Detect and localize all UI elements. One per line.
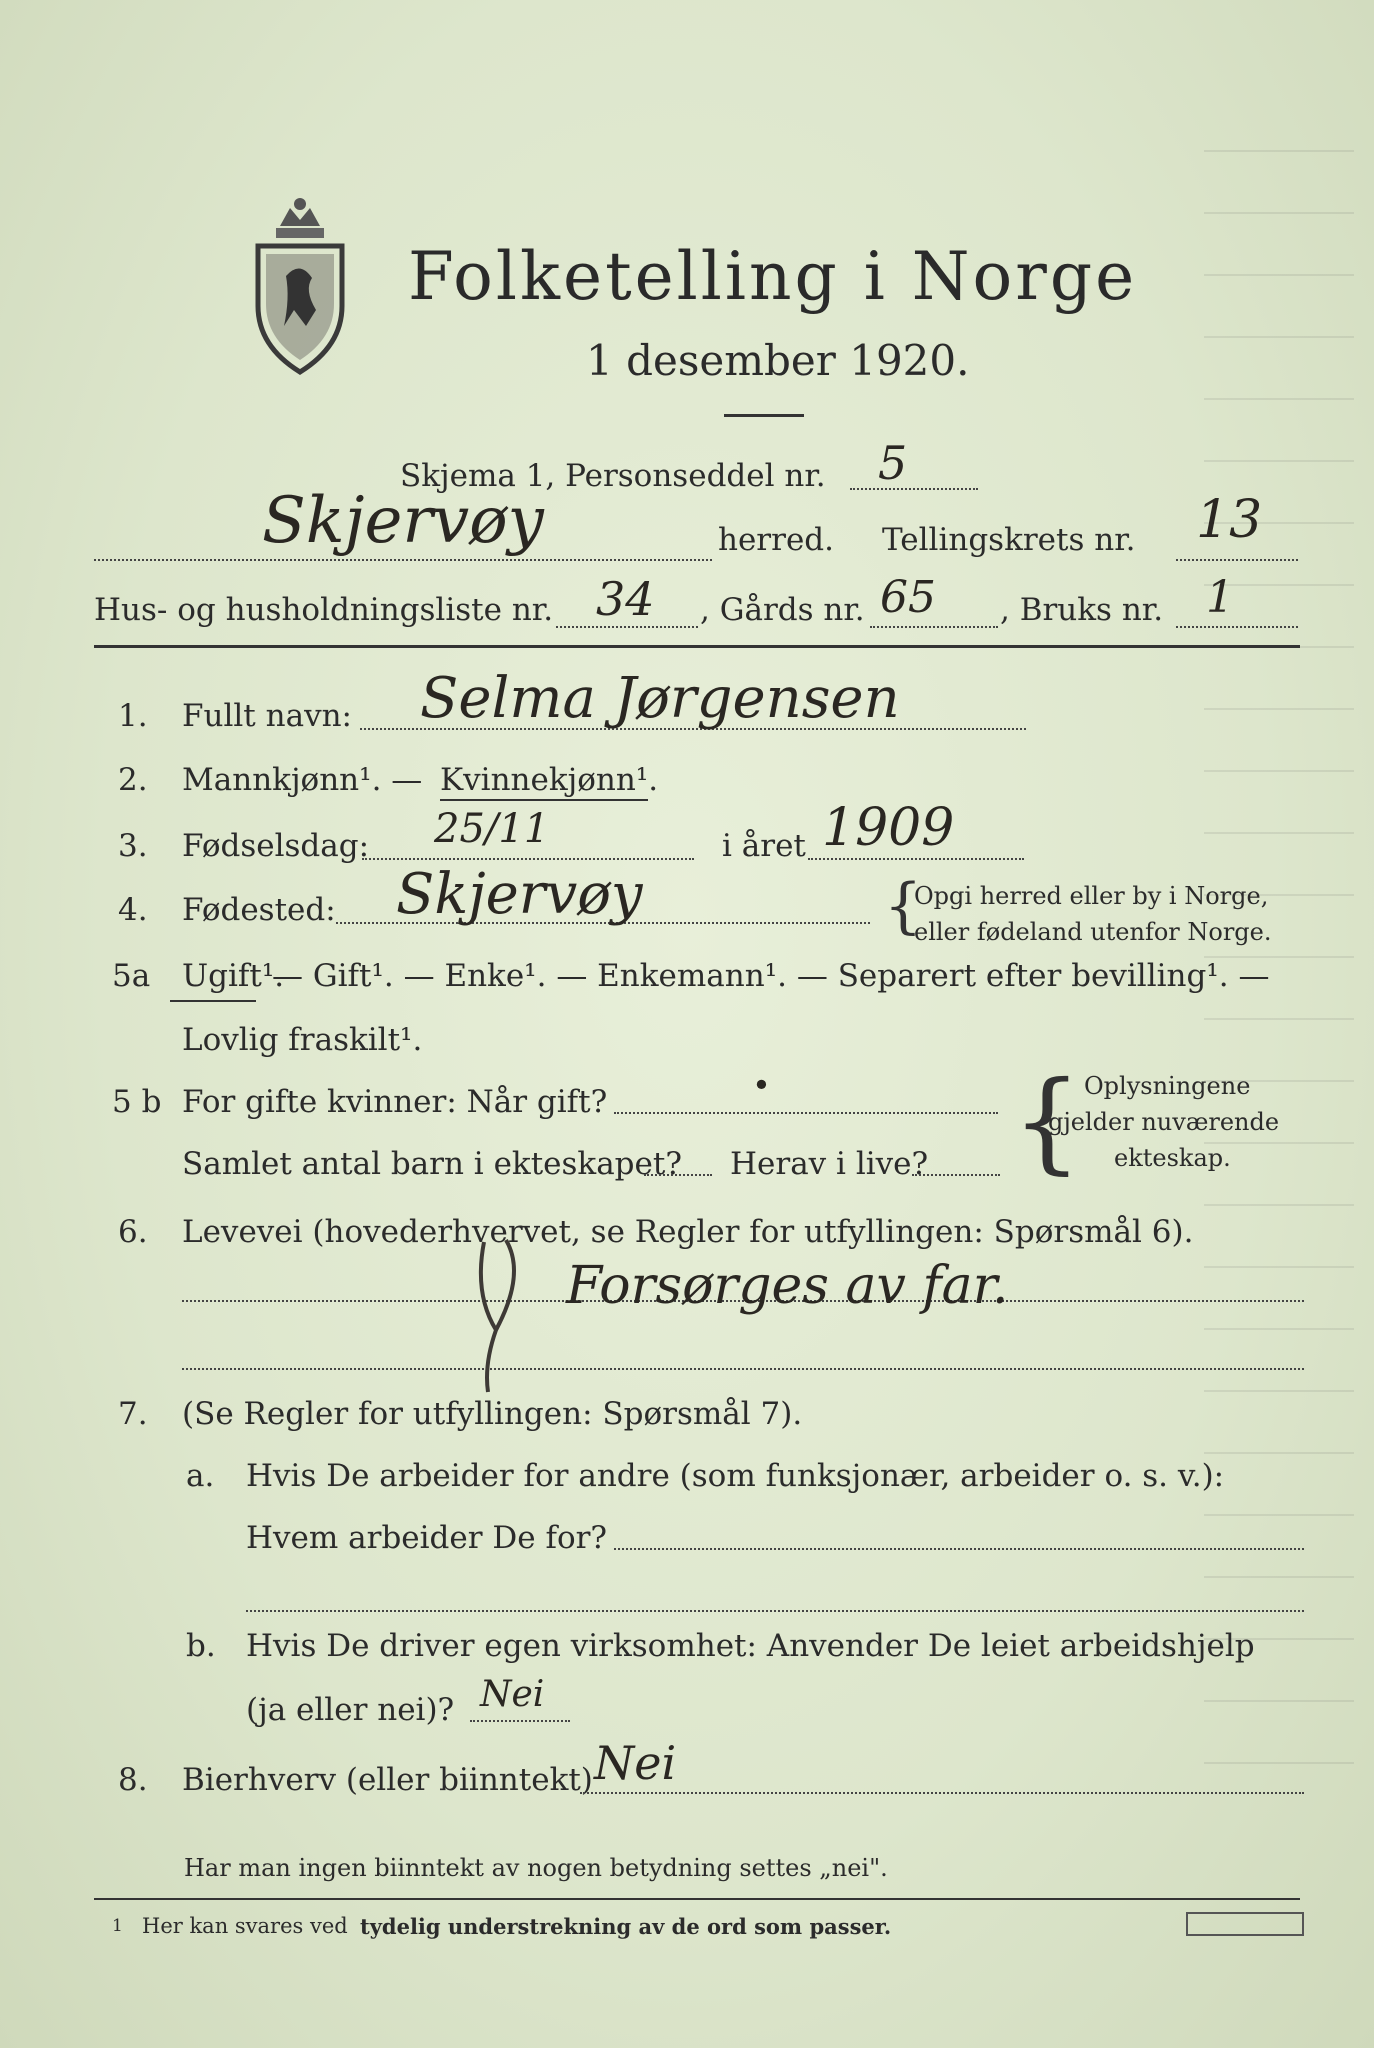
- q5b-note-3: ekteskap.: [1114, 1144, 1231, 1172]
- printer-stamp: [1186, 1912, 1304, 1936]
- q6-label: Levevei (hovederhvervet, se Regler for utfyllingen: Spørsmål 6).: [182, 1214, 1194, 1250]
- schema-label: Skjema 1, Personseddel nr.: [400, 458, 826, 494]
- q5a-line2: Lovlig fraskilt¹.: [182, 1022, 423, 1058]
- full-name-value: Selma Jørgensen: [420, 666, 900, 731]
- form-title: Folketelling i Norge: [408, 238, 1138, 315]
- footnote-text-b: tydelig understrekning av de ord som passer.: [360, 1914, 892, 1939]
- footnote-text-a: Her kan svares ved: [142, 1914, 348, 1938]
- q5a-ugift: Ugift¹.: [182, 958, 285, 994]
- hired-help-field[interactable]: [470, 1720, 570, 1722]
- q5b-alive-label: Herav i live?: [730, 1146, 929, 1182]
- q8-number: 8.: [118, 1762, 148, 1798]
- husholdningsliste-field[interactable]: [556, 626, 698, 628]
- census-date: 1 desember 1920.: [586, 336, 970, 385]
- side-income-value: Nei: [594, 1736, 677, 1790]
- title-divider: [724, 414, 804, 417]
- q7-number: 7.: [118, 1396, 148, 1432]
- q6-number: 6.: [118, 1214, 148, 1250]
- q3-number: 3.: [118, 828, 148, 864]
- q4-note-1: Opgi herred eller by i Norge,: [914, 882, 1269, 910]
- header-rule: [94, 645, 1300, 648]
- q5a-number: 5a: [112, 958, 151, 994]
- q7b-number: b.: [186, 1628, 216, 1664]
- q2-female-label: Kvinnekjønn¹.: [440, 762, 659, 798]
- q7b-label: Hvis De driver egen virksomhet: Anvender De leiet arbeidshjelp: [246, 1628, 1255, 1664]
- q7a-label: Hvis De arbeider for andre (som funksjonær, arbeider o. s. v.):: [246, 1458, 1225, 1494]
- tellingskrets-value: 13: [1196, 490, 1263, 550]
- hired-help-value: Nei: [480, 1674, 545, 1715]
- bruks-field[interactable]: [1176, 626, 1298, 628]
- q4-brace: {: [884, 871, 923, 941]
- gards-value: 65: [880, 572, 936, 623]
- q3-label: Fødselsdag:: [182, 828, 370, 864]
- herred-field[interactable]: [94, 559, 712, 561]
- birthdate-value: 25/11: [434, 806, 550, 852]
- husholdningsliste-label: Hus- og husholdningsliste nr.: [94, 592, 554, 628]
- herred-value: Skjervøy: [262, 484, 544, 558]
- q1-label: Fullt navn:: [182, 698, 352, 734]
- q5a-options: — Gift¹. — Enke¹. — Enkemann¹. — Separert efter bevilling¹. —: [272, 958, 1270, 994]
- occupation-code-mark: [466, 1234, 536, 1398]
- q7-label: (Se Regler for utfyllingen: Spørsmål 7).: [182, 1396, 803, 1432]
- birthplace-value: Skjervøy: [396, 862, 643, 927]
- q7b-yes-no-label: (ja eller nei)?: [246, 1692, 455, 1728]
- employer-field-2[interactable]: [246, 1610, 1304, 1612]
- herred-label: herred.: [718, 522, 834, 558]
- birth-year-field[interactable]: [808, 858, 1024, 860]
- q5a-ugift-underline: [170, 1000, 256, 1002]
- occupation-field-2[interactable]: [182, 1368, 1304, 1370]
- employer-field[interactable]: [614, 1548, 1304, 1550]
- q8-label: Bierhverv (eller biinntekt): [182, 1762, 593, 1798]
- gards-field[interactable]: [870, 626, 998, 628]
- tellingskrets-label: Tellingskrets nr.: [882, 522, 1136, 558]
- husholdningsliste-value: 34: [596, 572, 655, 626]
- alive-field[interactable]: [912, 1174, 1000, 1176]
- bruks-value: 1: [1206, 572, 1234, 623]
- personseddel-value: 5: [878, 436, 908, 490]
- occupation-value: Forsørges av far.: [566, 1256, 1009, 1316]
- q5b-number: 5 b: [112, 1084, 162, 1120]
- side-income-field[interactable]: [580, 1792, 1304, 1794]
- q5b-brace: {: [1012, 1057, 1082, 1185]
- q2-number: 2.: [118, 762, 148, 798]
- q1-number: 1.: [118, 698, 148, 734]
- tellingskrets-field[interactable]: [1176, 559, 1298, 561]
- norway-coat-of-arms-icon: [246, 186, 354, 376]
- q5b-children-label: Samlet antal barn i ekteskapet?: [182, 1146, 682, 1182]
- q2-male-label: Mannkjønn¹. —: [182, 762, 423, 798]
- q3-year-label: i året: [722, 828, 806, 864]
- footer-rule: [94, 1898, 1300, 1900]
- q5b-note-1: Oplysningene: [1084, 1072, 1251, 1100]
- when-married-field[interactable]: [614, 1112, 998, 1114]
- footnote-number: 1: [112, 1916, 123, 1936]
- q2-female-underline: [440, 799, 648, 801]
- when-married-mark: •: [752, 1066, 771, 1104]
- q5b-note-2: gjelder nuværende: [1048, 1108, 1280, 1136]
- personseddel-field[interactable]: [850, 488, 978, 490]
- q5b-when-married-label: For gifte kvinner: Når gift?: [182, 1084, 608, 1120]
- q4-note-2: eller fødeland utenfor Norge.: [914, 918, 1272, 946]
- q4-number: 4.: [118, 892, 148, 928]
- birth-year-value: 1909: [822, 798, 955, 858]
- bruks-label: , Bruks nr.: [1000, 592, 1164, 628]
- q7a-employer-label: Hvem arbeider De for?: [246, 1520, 608, 1556]
- footer-note: Har man ingen biinntekt av nogen betydning settes „nei".: [184, 1854, 888, 1882]
- children-field[interactable]: [644, 1174, 712, 1176]
- q4-label: Fødested:: [182, 892, 336, 928]
- q7a-number: a.: [186, 1458, 215, 1494]
- birthdate-field[interactable]: [362, 858, 694, 860]
- gards-label: , Gårds nr.: [700, 592, 865, 628]
